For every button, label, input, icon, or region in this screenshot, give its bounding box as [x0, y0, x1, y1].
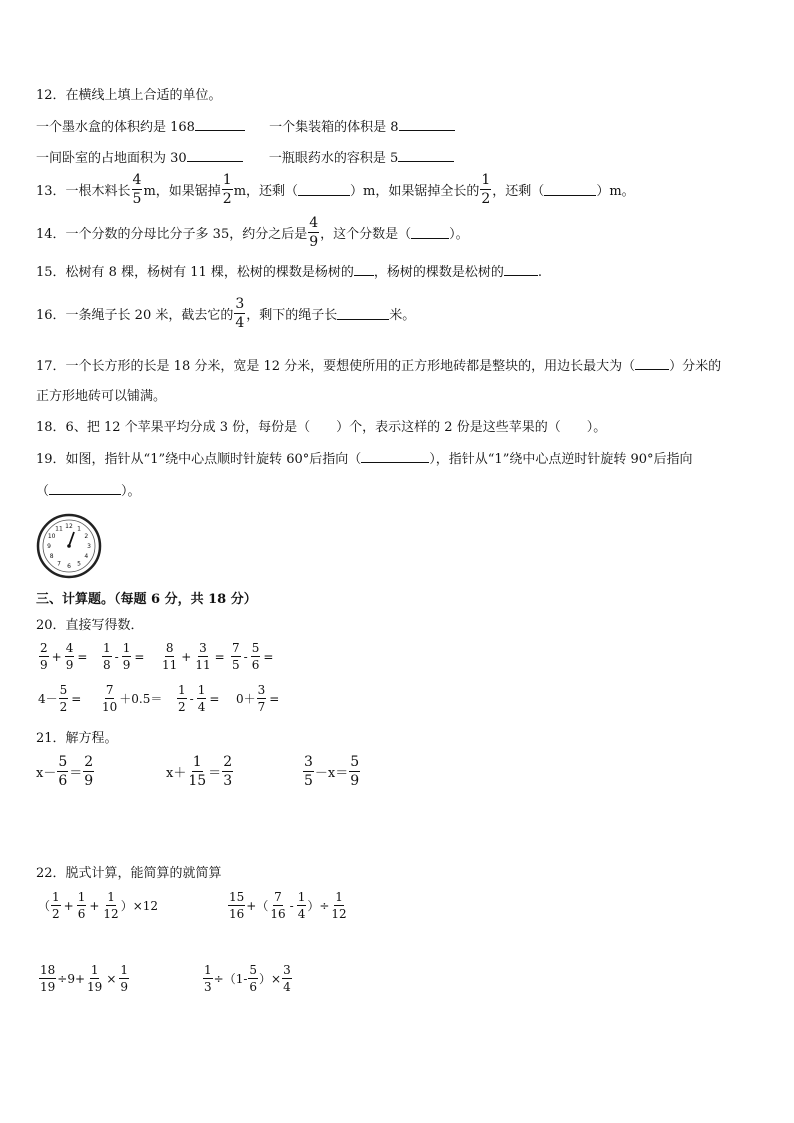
q14-text: 14．一个分数的分母比分子多 35，约分之后是	[36, 227, 308, 242]
oral-calc: 8 11 + $\frac{3}{11}$ =	[162, 641, 225, 672]
oral-calc: 2 9 + $\frac{4}{9}$ =	[40, 641, 88, 672]
equation: x－ 5 6 ＝ 2 9	[36, 754, 94, 789]
q14-text: ）。	[449, 227, 469, 242]
q16-text: 16．一条绳子长 20 米，截去它的	[36, 308, 234, 323]
q19-text: ），指针从“1”绕中心点逆时针旋转 90°后指向	[429, 452, 693, 467]
q13	[36, 172, 635, 207]
fraction: 4 5	[132, 172, 142, 207]
fraction: 4 9	[309, 215, 319, 250]
q12-row1	[36, 116, 455, 135]
q15-text: 15．松树有 8 棵，杨树有 11 棵，松树的棵数是杨树的	[36, 265, 354, 280]
q13-text: m，还剩（	[233, 184, 299, 199]
q15-text: .	[537, 265, 543, 280]
answer-blank[interactable]	[337, 307, 389, 320]
q14-text: ，这个分数是（	[320, 227, 412, 242]
answer-blank[interactable]	[399, 118, 455, 131]
answer-blank[interactable]	[635, 357, 669, 370]
q16-text: 米。	[389, 308, 416, 323]
answer-blank[interactable]	[49, 482, 121, 495]
clock-number: 2	[84, 533, 89, 540]
q19-text: （	[36, 484, 50, 499]
clock-number: 8	[49, 553, 54, 560]
clock-figure	[36, 513, 102, 579]
equation: 3 5 －x＝ 5 9	[304, 754, 360, 789]
fraction: 3 4	[235, 296, 245, 331]
q12-b2: 一瓶眼药水的容积是 5	[268, 151, 399, 166]
oral-calc: 7 10 ＋0.5＝	[102, 683, 163, 714]
equation: x＋ 1 15 ＝ 2 3	[166, 754, 233, 789]
q19-line2	[36, 480, 141, 499]
clock-number: 9	[47, 543, 51, 550]
clock-number: 4	[84, 553, 89, 560]
clock-number: 11	[55, 525, 63, 533]
q22-title: 22．脱式计算，能简算的就简算	[36, 866, 222, 881]
answer-blank[interactable]	[544, 183, 596, 196]
q17-text: ）分米的	[669, 359, 722, 374]
answer-blank[interactable]	[361, 450, 429, 463]
answer-blank[interactable]	[195, 118, 245, 131]
answer-blank[interactable]	[354, 263, 374, 276]
q13-text: m，如果锯掉	[143, 184, 221, 199]
q19-line1	[36, 448, 693, 467]
q19-text: ）。	[121, 484, 141, 499]
q12-row2	[36, 147, 454, 166]
q14	[36, 215, 469, 250]
q17-text: 17．一个长方形的长是 18 分米，宽是 12 分米，要想使所用的正方形地砖都是整块的，用边长最大为（	[36, 359, 636, 374]
clock-number: 5	[77, 560, 81, 568]
q13-text: ）m。	[596, 184, 635, 199]
clock-number: 12	[65, 523, 73, 530]
calc-expression: $\frac{18}{19}$ ÷9+ $\frac{1}{19}$ × $\frac{1}{9}$	[40, 963, 129, 994]
q16	[36, 296, 415, 331]
q13-text: 13．一根木料长	[36, 184, 131, 199]
clock-number: 7	[57, 560, 61, 568]
clock-number: 1	[77, 525, 81, 533]
calc-expression: （ 1 2 + $\frac{1}{6}$ + $\frac{1}{12}$ ）×12	[38, 890, 159, 921]
section-title: 三、计算题。（每题 6 分，共 18 分）	[36, 592, 257, 607]
clock-number: 3	[87, 543, 91, 550]
answer-blank[interactable]	[298, 183, 350, 196]
q13-text: ）m，如果锯掉全长的	[350, 184, 480, 199]
q15-text: ，杨树的棵数是松树的	[373, 265, 504, 280]
q17-line2: 正方形地砖可以铺满。	[36, 389, 167, 404]
oral-calc: 7 5 - $\frac{5}{6}$ =	[232, 641, 274, 672]
calc-expression: 15 16 +（ 7 16 - 1 4 ）÷ $\frac{1}{12}$	[229, 890, 347, 921]
oral-calc: 4－ $\frac{5}{2}$ =	[38, 683, 82, 714]
q12-title: 12．在横线上填上合适的单位。	[36, 88, 222, 103]
q20-title: 20．直接写得数．	[36, 618, 144, 633]
oral-calc: 1 2 - $\frac{1}{4}$ =	[178, 683, 220, 714]
answer-blank[interactable]	[398, 149, 454, 162]
clock-number: 6	[67, 563, 71, 570]
q21-title: 21．解方程。	[36, 731, 118, 746]
oral-calc: 1 8 - $\frac{1}{9}$ =	[103, 641, 145, 672]
q12-b1: 一间卧室的占地面积为 30	[36, 151, 187, 166]
fraction: 1 2	[481, 172, 491, 207]
q12-a1: 一个墨水盒的体积约是 168	[36, 120, 195, 135]
answer-blank[interactable]	[187, 149, 243, 162]
fraction: 1 2	[222, 172, 232, 207]
q19-text: 19．如图，指针从“1”绕中心点顺时针旋转 60°后指向（	[36, 452, 362, 467]
clock-number: 10	[47, 533, 56, 540]
q17-line1	[36, 355, 721, 374]
q13-text: ，还剩（	[492, 184, 545, 199]
q16-text: ，剩下的绳子长	[246, 308, 338, 323]
q12-a2: 一个集装箱的体积是 8	[269, 120, 399, 135]
answer-blank[interactable]	[411, 226, 449, 239]
answer-blank[interactable]	[504, 263, 538, 276]
calc-expression: $\frac{1}{3}$ ÷（1- 5 6 ）× $\frac{3}{4}$	[204, 963, 291, 994]
q15	[36, 261, 542, 280]
q18: 18．6、把 12 个苹果平均分成 3 份，每份是（ ）个，表示这样的 2 份是这些苹果的（ ）。	[36, 420, 607, 435]
oral-calc: 0＋ $\frac{3}{7}$ =	[236, 683, 280, 714]
